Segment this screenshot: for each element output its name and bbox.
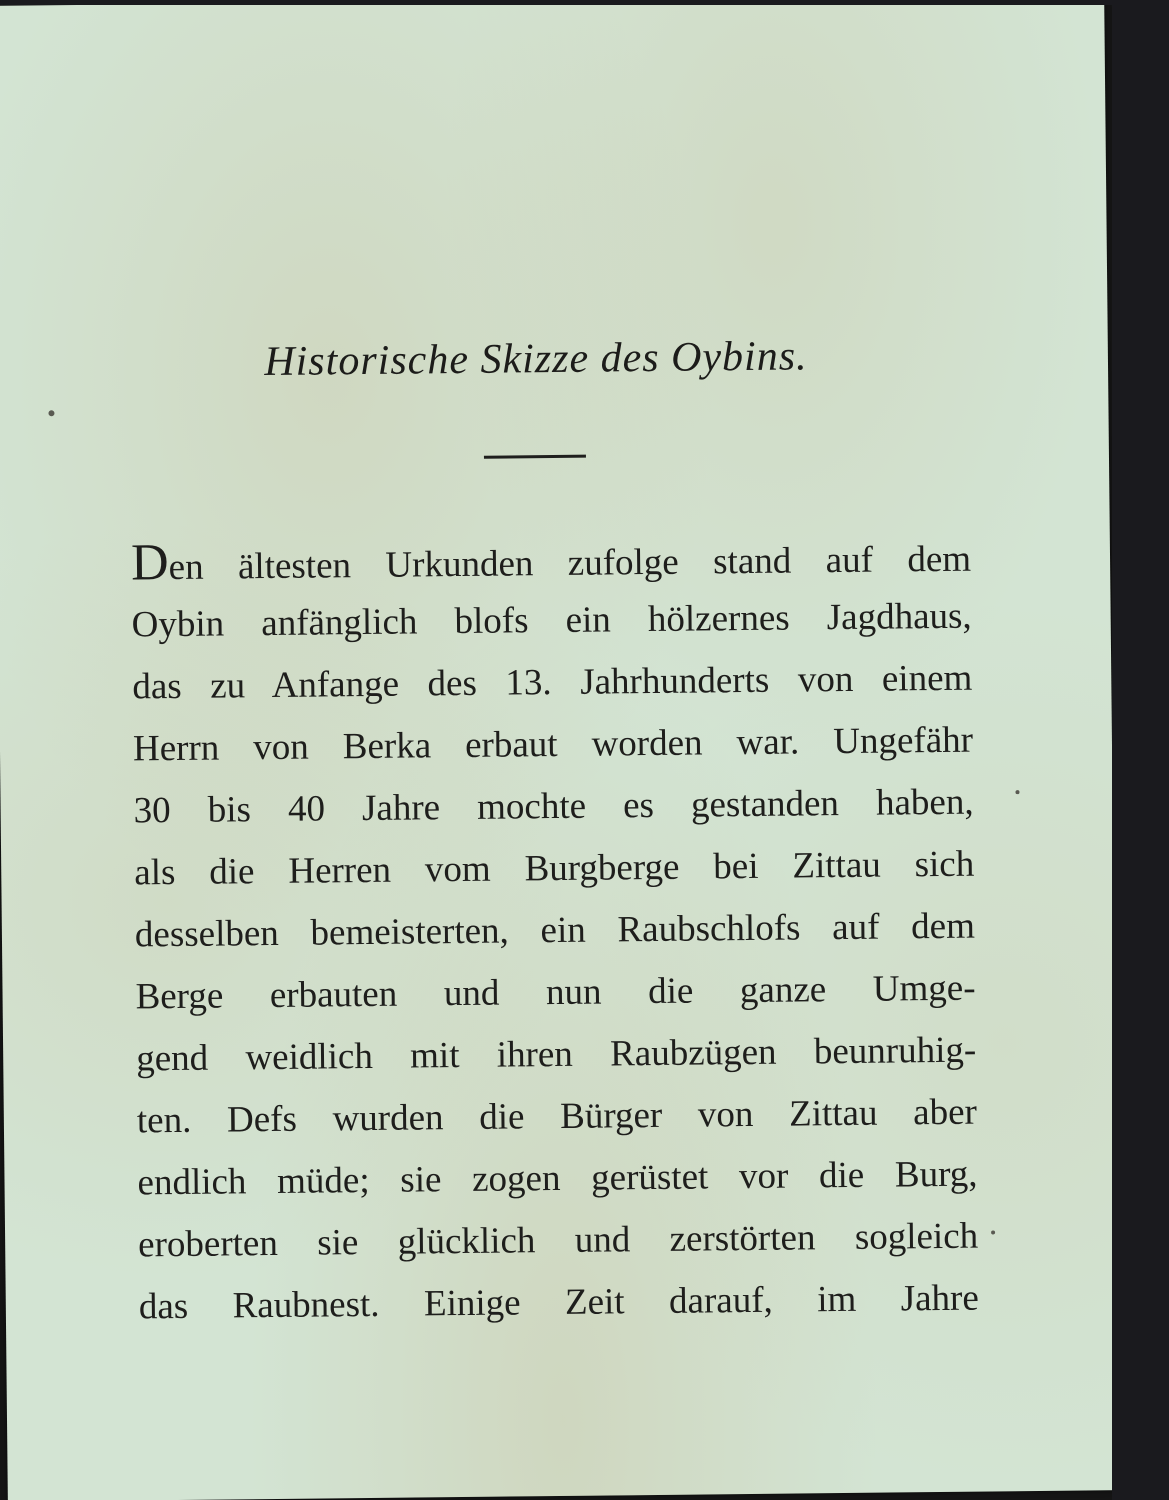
- paper-speck: [991, 1230, 995, 1234]
- page-title: Historische Skizze des Oybins.: [264, 333, 808, 386]
- text-line: eroberten sie glücklich und zerstörten sogleich: [137, 1215, 979, 1266]
- drop-cap: D: [130, 534, 169, 592]
- text-line: das Raubnest. Einige Zeit darauf, im Jahre: [138, 1277, 979, 1328]
- scan-background-edge: [1112, 0, 1169, 1500]
- text-line: gend weidlich mit ihren Raubzügen beunruhig-: [136, 1029, 977, 1080]
- text-line: desselben bemeisterten, ein Raubschlofs auf dem: [134, 905, 976, 956]
- scan-background-edge: [0, 0, 1169, 5]
- body-text: [131, 524, 979, 1339]
- title-divider: [484, 455, 586, 459]
- text-line: das zu Anfange des 13. Jahrhunderts von einem: [132, 657, 973, 708]
- text-line: als die Herren vom Burgberge bei Zittau sich: [134, 843, 975, 894]
- text-line-content: en ältesten Urkunden zufolge stand auf dem: [168, 538, 972, 589]
- paper-speck: [1015, 790, 1019, 794]
- text-line: [131, 524, 972, 595]
- text-line: 30 bis 40 Jahre mochte es gestanden haben,: [133, 781, 974, 832]
- text-line: Oybin anfänglich blofs ein hölzernes Jagdhaus,: [131, 595, 972, 646]
- text-line: Herrn von Berka erbaut worden war. Ungefähr: [132, 719, 974, 770]
- text-line: ten. Defs wurden die Bürger von Zittau aber: [136, 1091, 978, 1142]
- text-line: Berge erbauten und nun die ganze Umge-: [135, 967, 976, 1018]
- text-line: endlich müde; sie zogen gerüstet vor die Burg,: [137, 1153, 978, 1204]
- paper-speck: [48, 410, 54, 416]
